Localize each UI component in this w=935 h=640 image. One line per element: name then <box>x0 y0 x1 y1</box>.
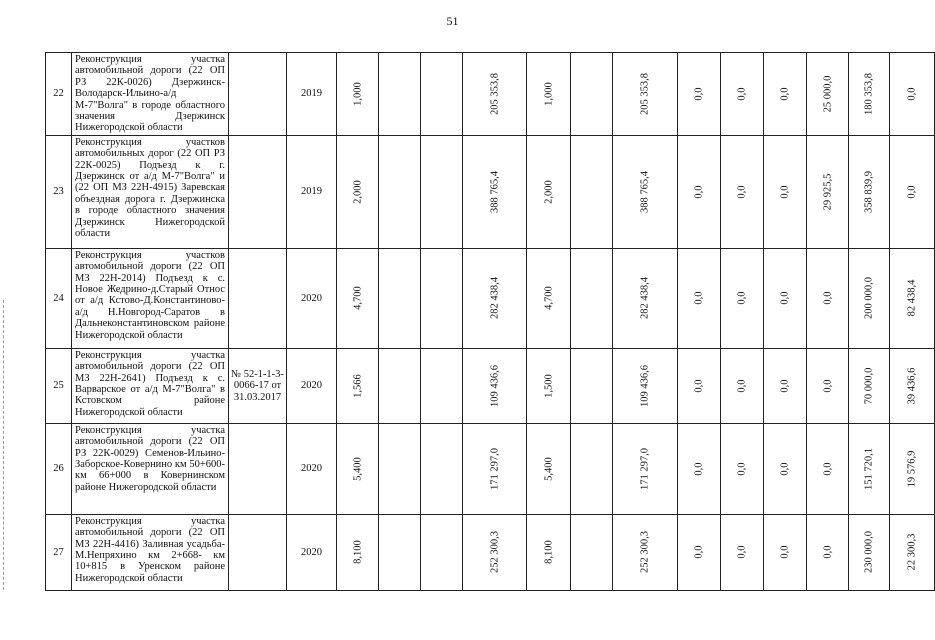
value-cell <box>421 423 463 514</box>
row-number-cell: 24 <box>46 248 72 348</box>
value-cell-text: 109 436,6 <box>639 364 651 407</box>
value-cell <box>721 423 764 514</box>
value-cell-text: 0,0 <box>779 87 791 101</box>
value-cell <box>890 423 935 514</box>
value-cell-text: 70 000,0 <box>863 367 875 405</box>
value-cell-text: 0,0 <box>779 291 791 305</box>
object-name-cell: Реконструкция участка автомобильной дороги (22 ОП РЗ 22К-0026) Дзержинск-Володарск-Ильино-а/д М-7"Волга" в городе областного значения Дзержинск Нижегородской области <box>72 53 229 136</box>
value-cell-text: 0,0 <box>693 87 705 101</box>
value-cell-text: 0,0 <box>693 545 705 559</box>
value-cell <box>678 53 721 136</box>
value-cell <box>890 348 935 423</box>
expertise-doc-cell <box>229 514 287 590</box>
value-cell-text: 22 300,3 <box>906 533 918 571</box>
value-cell-text: 0,0 <box>779 545 791 559</box>
value-cell <box>421 514 463 590</box>
value-cell <box>807 53 849 136</box>
value-cell <box>379 248 421 348</box>
value-cell <box>571 514 613 590</box>
value-cell-text: 25 000,0 <box>821 75 833 113</box>
value-cell-text: 0,0 <box>779 185 791 199</box>
object-name-cell: Реконструкция участка автомобильной дороги (22 ОП РЗ 22К-0029) Семенов-Ильино-Заборское-Ковернино км 50+600- км 66+000 в Ковернинском районе Нижегородской области <box>72 423 229 514</box>
value-cell <box>571 135 613 248</box>
year-cell: 2020 <box>287 248 337 348</box>
value-cell-text: 0,0 <box>821 379 833 393</box>
value-cell <box>421 248 463 348</box>
value-cell <box>613 348 678 423</box>
value-cell-text: 8,100 <box>351 540 363 565</box>
value-cell-text: 0,0 <box>906 185 918 199</box>
value-cell <box>463 348 527 423</box>
year-cell: 2019 <box>287 53 337 136</box>
value-cell <box>613 53 678 136</box>
value-cell <box>849 53 890 136</box>
value-cell <box>890 135 935 248</box>
value-cell-text: 252 300,3 <box>639 531 651 574</box>
year-cell: 2020 <box>287 348 337 423</box>
value-cell-text: 388 765,4 <box>488 170 500 213</box>
row-number-cell: 27 <box>46 514 72 590</box>
value-cell <box>337 135 379 248</box>
investment-table <box>45 52 935 591</box>
value-cell-text: 4,700 <box>351 286 363 311</box>
value-cell-text: 1,566 <box>351 374 363 398</box>
value-cell-text: 29 925,5 <box>821 173 833 211</box>
value-cell <box>721 348 764 423</box>
value-cell-text: 0,0 <box>821 462 833 476</box>
value-cell <box>337 514 379 590</box>
table-row <box>46 135 935 248</box>
value-cell <box>849 248 890 348</box>
value-cell <box>613 423 678 514</box>
value-cell-text: 0,0 <box>693 185 705 199</box>
row-number-cell: 26 <box>46 423 72 514</box>
value-cell <box>463 423 527 514</box>
value-cell <box>678 248 721 348</box>
expertise-doc-cell <box>229 53 287 136</box>
value-cell <box>421 135 463 248</box>
expertise-doc-cell: № 52-1-1-3-0066-17 от 31.03.2017 <box>229 348 287 423</box>
value-cell <box>721 53 764 136</box>
value-cell-text: 230 000,0 <box>863 531 875 574</box>
object-name-cell: Реконструкция участков автомобильных дорог (22 ОП РЗ 22К-0025) Подъезд к г. Дзержинск от а/д М-7"Волга" и (22 ОП МЗ 22Н-4915) Заревская объездная дорога г. Дзержинска в городе областного значения Дзержинск Нижегородской области <box>72 135 229 248</box>
value-cell-text: 180 353,8 <box>863 72 875 115</box>
value-cell-text: 109 436,6 <box>488 364 500 407</box>
value-cell-text: 0,0 <box>821 545 833 559</box>
value-cell <box>807 348 849 423</box>
value-cell-text: 282 438,4 <box>488 277 500 320</box>
value-cell-text: 0,0 <box>821 291 833 305</box>
value-cell-text: 1,500 <box>542 374 554 398</box>
table-row <box>46 514 935 590</box>
value-cell-text: 0,0 <box>736 87 748 101</box>
value-cell <box>379 53 421 136</box>
table-row <box>46 423 935 514</box>
value-cell <box>379 514 421 590</box>
value-cell <box>527 423 571 514</box>
value-cell <box>337 248 379 348</box>
value-cell <box>678 514 721 590</box>
table-row <box>46 348 935 423</box>
value-cell-text: 0,0 <box>779 379 791 393</box>
value-cell-text: 200 000,0 <box>863 277 875 320</box>
value-cell-text: 0,0 <box>736 291 748 305</box>
value-cell <box>764 348 807 423</box>
value-cell <box>463 135 527 248</box>
page-number: 51 <box>446 14 459 28</box>
value-cell-text: 82 438,4 <box>906 279 918 317</box>
value-cell <box>337 53 379 136</box>
value-cell <box>421 348 463 423</box>
value-cell <box>764 514 807 590</box>
value-cell-text: 1,000 <box>542 82 554 106</box>
value-cell <box>463 514 527 590</box>
object-name-cell: Реконструкция участка автомобильной дороги (22 ОП МЗ 22Н-4416) Заливная усадьба-М.Непряхино км 2+668- км 10+815 в Уренском районе Нижегородской области <box>72 514 229 590</box>
value-cell-text: 252 300,3 <box>488 531 500 574</box>
value-cell <box>337 423 379 514</box>
value-cell <box>527 348 571 423</box>
value-cell-text: 39 436,6 <box>906 367 918 405</box>
value-cell-text: 5,400 <box>351 457 363 481</box>
value-cell <box>890 514 935 590</box>
row-number-cell: 25 <box>46 348 72 423</box>
value-cell <box>764 248 807 348</box>
value-cell-text: 19 576,9 <box>906 450 918 488</box>
value-cell-text: 1,000 <box>351 82 363 106</box>
value-cell <box>571 53 613 136</box>
value-cell <box>764 423 807 514</box>
value-cell <box>849 423 890 514</box>
table-row <box>46 53 935 136</box>
value-cell <box>379 348 421 423</box>
value-cell <box>678 135 721 248</box>
value-cell-text: 0,0 <box>906 87 918 101</box>
value-cell <box>678 348 721 423</box>
value-cell <box>849 514 890 590</box>
value-cell <box>527 53 571 136</box>
value-cell <box>807 135 849 248</box>
value-cell-text: 2,000 <box>542 180 554 204</box>
table-row <box>46 248 935 348</box>
value-cell-text: 171 297,0 <box>639 447 651 490</box>
value-cell <box>613 248 678 348</box>
row-number-cell: 22 <box>46 53 72 136</box>
value-cell-text: 205 353,8 <box>639 72 651 115</box>
value-cell <box>421 53 463 136</box>
expertise-doc-cell <box>229 248 287 348</box>
year-cell: 2020 <box>287 514 337 590</box>
expertise-doc-cell <box>229 135 287 248</box>
value-cell-text: 0,0 <box>736 185 748 199</box>
value-cell <box>527 514 571 590</box>
value-cell-text: 8,100 <box>542 540 554 565</box>
value-cell-text: 282 438,4 <box>639 277 651 320</box>
value-cell-text: 0,0 <box>693 462 705 476</box>
value-cell <box>463 53 527 136</box>
value-cell <box>379 135 421 248</box>
value-cell <box>764 135 807 248</box>
value-cell <box>849 348 890 423</box>
value-cell <box>571 423 613 514</box>
value-cell-text: 0,0 <box>693 291 705 305</box>
value-cell-text: 171 297,0 <box>488 447 500 490</box>
year-cell: 2020 <box>287 423 337 514</box>
object-name-cell: Реконструкция участков автомобильной дороги (22 ОП МЗ 22Н-2014) Подъезд к с. Новое Жедрино-д.Старый Относ от а/д Кстово-Д.Константиново-а/д Н.Новгород-Саратов в Дальнеконстантиновском районе Нижегородской области <box>72 248 229 348</box>
value-cell-text: 0,0 <box>736 379 748 393</box>
value-cell <box>613 135 678 248</box>
value-cell <box>807 514 849 590</box>
value-cell-text: 0,0 <box>779 462 791 476</box>
value-cell-text: 4,700 <box>542 286 554 311</box>
value-cell <box>613 514 678 590</box>
value-cell <box>764 53 807 136</box>
row-number-cell: 23 <box>46 135 72 248</box>
value-cell <box>890 248 935 348</box>
value-cell <box>807 248 849 348</box>
value-cell <box>721 135 764 248</box>
value-cell-text: 151 720,1 <box>863 447 875 490</box>
value-cell-text: 5,400 <box>542 457 554 481</box>
value-cell <box>571 248 613 348</box>
value-cell <box>337 348 379 423</box>
value-cell <box>890 53 935 136</box>
value-cell-text: 388 765,4 <box>639 170 651 213</box>
value-cell-text: 0,0 <box>736 545 748 559</box>
expertise-doc-cell <box>229 423 287 514</box>
value-cell-text: 0,0 <box>693 379 705 393</box>
value-cell-text: 0,0 <box>736 462 748 476</box>
object-name-cell: Реконструкция участка автомобильной дороги (22 ОП МЗ 22Н-2641) Подъезд к с. Варварское от а/д М-7"Волга" в Кстовском районе Нижегородской области <box>72 348 229 423</box>
value-cell <box>379 423 421 514</box>
value-cell <box>527 135 571 248</box>
value-cell <box>721 514 764 590</box>
value-cell-text: 205 353,8 <box>488 72 500 115</box>
year-cell: 2019 <box>287 135 337 248</box>
value-cell <box>807 423 849 514</box>
value-cell <box>463 248 527 348</box>
value-cell <box>721 248 764 348</box>
value-cell <box>849 135 890 248</box>
value-cell <box>571 348 613 423</box>
margin-rule <box>3 300 5 590</box>
value-cell-text: 2,000 <box>351 180 363 204</box>
value-cell <box>527 248 571 348</box>
value-cell-text: 358 839,9 <box>863 170 875 213</box>
value-cell <box>678 423 721 514</box>
